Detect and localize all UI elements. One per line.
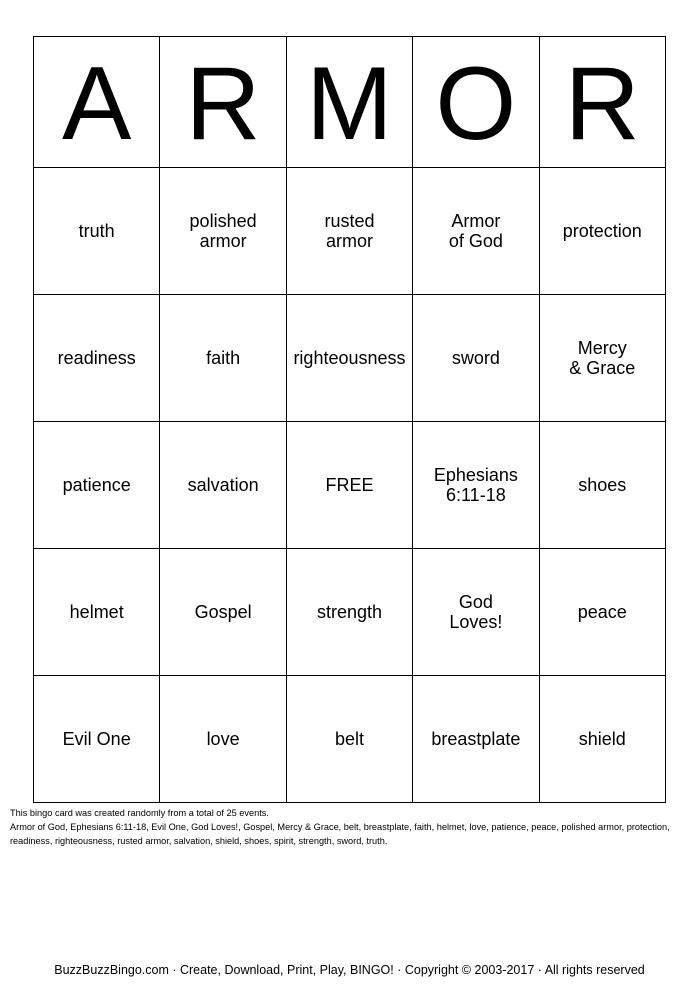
bingo-row bbox=[34, 295, 666, 422]
bingo-cell: helmet bbox=[34, 549, 160, 676]
bingo-cell: strength bbox=[286, 549, 412, 676]
bingo-cell: faith bbox=[160, 295, 286, 422]
bingo-cell: Ephesians 6:11-18 bbox=[413, 422, 539, 549]
header-row bbox=[34, 37, 666, 168]
bingo-cell: truth bbox=[34, 168, 160, 295]
bingo-cell: Gospel bbox=[160, 549, 286, 676]
bingo-cell: polished armor bbox=[160, 168, 286, 295]
bingo-cell: love bbox=[160, 676, 286, 803]
header-letter: O bbox=[413, 37, 539, 168]
card-footnote bbox=[10, 806, 695, 848]
bingo-card bbox=[33, 36, 666, 803]
bingo-cell: breastplate bbox=[413, 676, 539, 803]
bingo-cell: rusted armor bbox=[286, 168, 412, 295]
bingo-row bbox=[34, 168, 666, 295]
bingo-cell: righteousness bbox=[286, 295, 412, 422]
header-letter: R bbox=[539, 37, 665, 168]
bingo-cell: readiness bbox=[34, 295, 160, 422]
footnote-event-list: Armor of God, Ephesians 6:11-18, Evil One, God Loves!, Gospel, Mercy & Grace, belt, breastplate, faith, helmet, love, patience, peace, polished armor, protection, readiness, righteousness, rusted armor, salvation, shield, shoes, spirit, strength, sword, truth. bbox=[10, 822, 670, 846]
header-letter: M bbox=[286, 37, 412, 168]
bingo-cell: patience bbox=[34, 422, 160, 549]
footnote-intro: This bingo card was created randomly from a total of 25 events. bbox=[10, 808, 269, 818]
bingo-cell: Armor of God bbox=[413, 168, 539, 295]
bingo-cell: Mercy & Grace bbox=[539, 295, 665, 422]
copyright-footer: BuzzBuzzBingo.com · Create, Download, Print, Play, BINGO! · Copyright © 2003-2017 · All rights reserved bbox=[54, 963, 645, 977]
bingo-cell: shield bbox=[539, 676, 665, 803]
bingo-row bbox=[34, 422, 666, 549]
bingo-cell: peace bbox=[539, 549, 665, 676]
bingo-row bbox=[34, 549, 666, 676]
bingo-cell: God Loves! bbox=[413, 549, 539, 676]
free-space-cell: FREE bbox=[286, 422, 412, 549]
header-letter: R bbox=[160, 37, 286, 168]
header-letter: A bbox=[34, 37, 160, 168]
bingo-cell: sword bbox=[413, 295, 539, 422]
bingo-cell: Evil One bbox=[34, 676, 160, 803]
bingo-row bbox=[34, 676, 666, 803]
bingo-cell: belt bbox=[286, 676, 412, 803]
bingo-cell: salvation bbox=[160, 422, 286, 549]
bingo-cell: protection bbox=[539, 168, 665, 295]
bingo-cell: shoes bbox=[539, 422, 665, 549]
